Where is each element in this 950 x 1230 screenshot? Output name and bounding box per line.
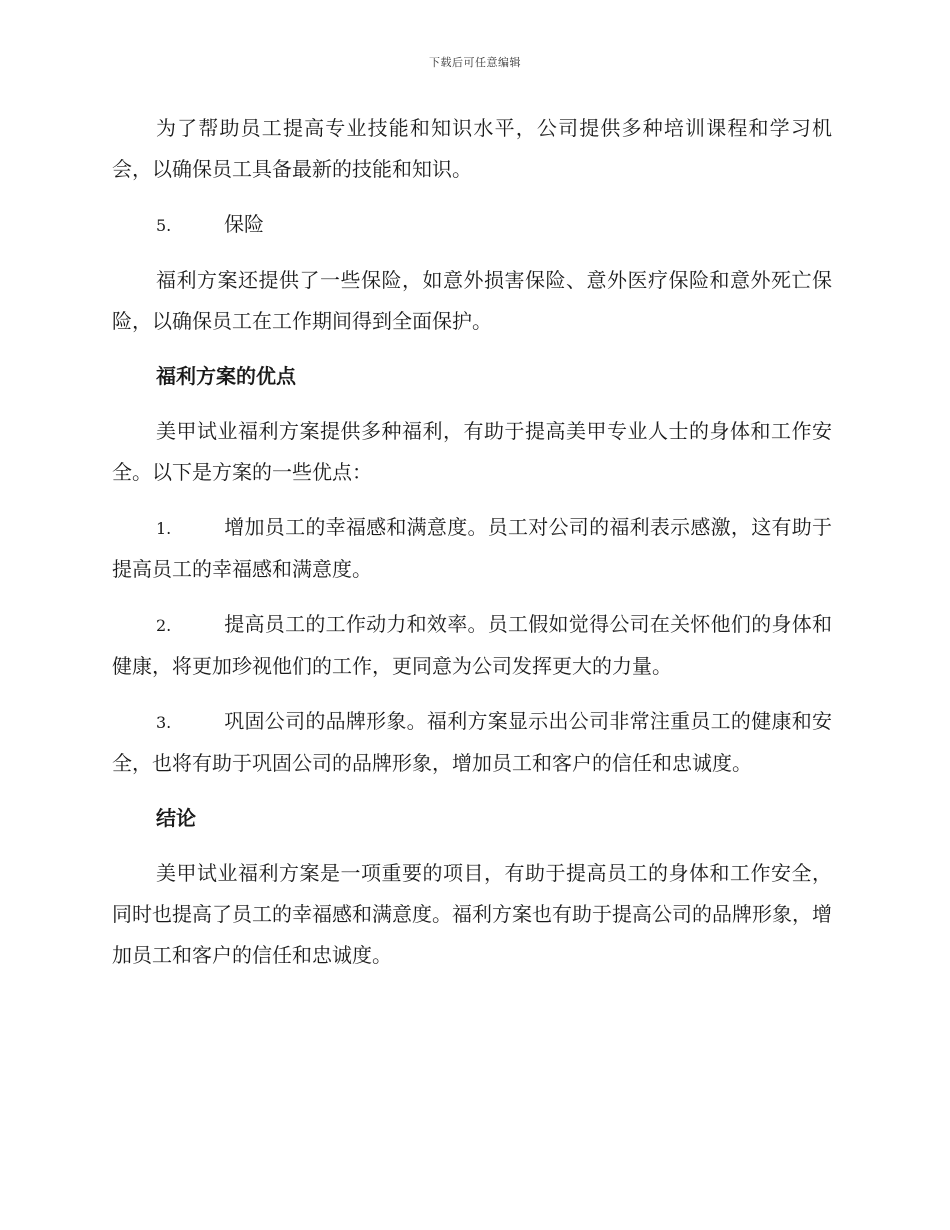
list-item-advantage-3 (112, 701, 832, 784)
list-number: 2. (156, 616, 172, 635)
list-number: 5. (156, 216, 172, 235)
heading-advantages: 福利方案的优点 (156, 364, 296, 388)
paragraph-advantages-intro: 美甲试业福利方案提供多种福利，有助于提高美甲专业人士的身体和工作安全。以下是方案的一些优点： (112, 419, 832, 484)
paragraph-conclusion: 美甲试业福利方案是一项重要的项目，有助于提高员工的身体和工作安全，同时也提高了员工的幸福感和满意度。福利方案也有助于提高公司的品牌形象，增加员工和客户的信任和忠诚度。 (112, 861, 832, 967)
list-number: 3. (156, 713, 172, 732)
document-body (112, 108, 832, 990)
list-item-advantage-1 (112, 507, 832, 590)
list-text: 增加员工的幸福感和满意度。员工对公司的福利表示感激，这有助于提高员工的幸福感和满意度。 (112, 515, 832, 581)
heading-conclusion: 结论 (156, 806, 196, 830)
list-text: 提高员工的工作动力和效率。员工假如觉得公司在关怀他们的身体和健康，将更加珍视他们的工作，更同意为公司发挥更大的力量。 (112, 612, 832, 678)
list-item-advantage-2 (112, 604, 832, 687)
list-text: 巩固公司的品牌形象。福利方案显示出公司非常注重员工的健康和安全，也将有助于巩固公司的品牌形象，增加员工和客户的信任和忠诚度。 (112, 709, 832, 775)
paragraph-insurance: 福利方案还提供了一些保险，如意外损害保险、意外医疗保险和意外死亡保险，以确保员工在工作期间得到全面保护。 (112, 268, 832, 333)
list-number: 1. (156, 519, 172, 538)
list-text: 保险 (224, 212, 264, 236)
header-note: 下载后可任意编辑 (429, 56, 521, 69)
paragraph-training: 为了帮助员工提高专业技能和知识水平，公司提供多种培训课程和学习机会，以确保员工具备最新的技能和知识。 (112, 116, 832, 181)
list-item-insurance (112, 204, 832, 246)
